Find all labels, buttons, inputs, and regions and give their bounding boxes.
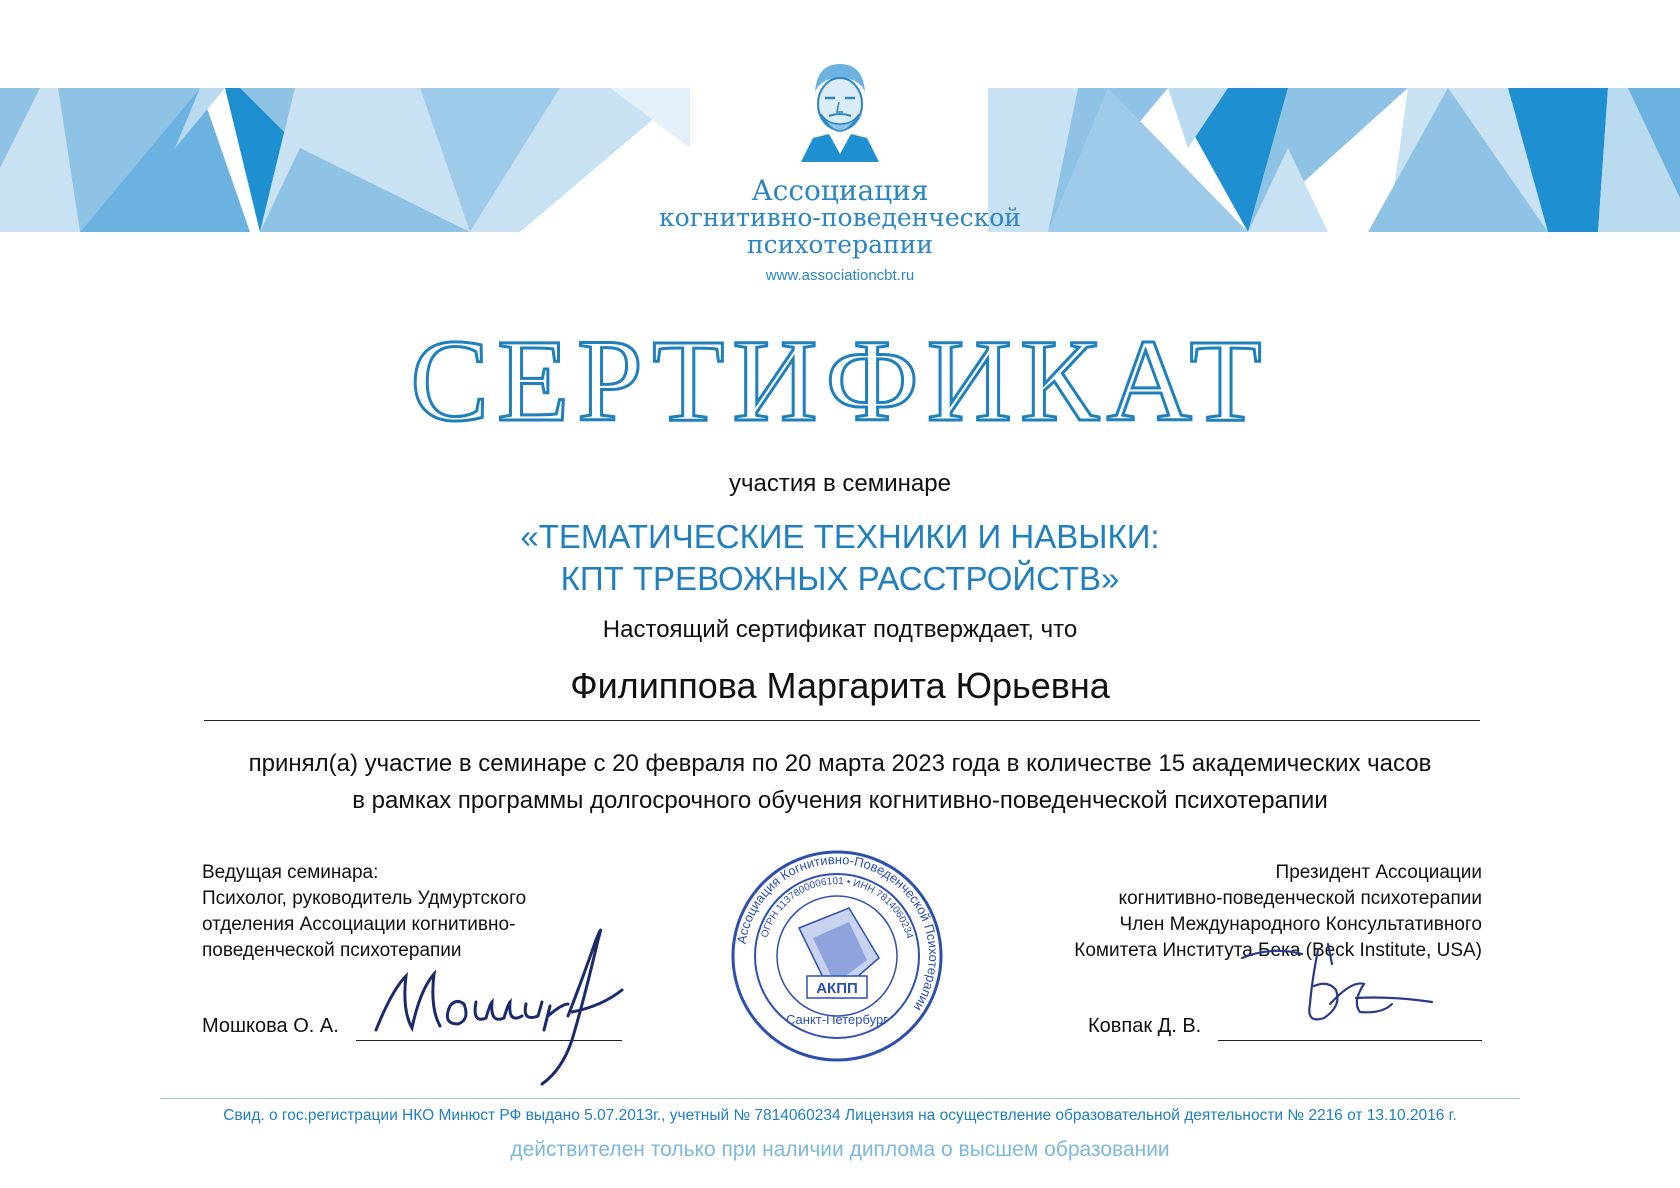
left-signatory-line2: Психолог, руководитель Удмуртского [202,888,527,909]
right-signature-line [1218,1040,1482,1041]
participation-text-line1: принял(а) участие в семинаре с 20 февраля по 20 марта 2023 года в количестве 15 академических часов [248,750,1432,777]
association-logo-portrait [795,58,885,164]
certificate-subtitle: участия в семинаре [729,470,951,497]
stamp-outer-text: Ассоциация Когнитивно-Поведенческой Психотерапии [733,851,942,1014]
organization-name-line1: Ассоциация [751,174,929,207]
right-handwritten-signature [1232,940,1462,1035]
stamp-abbreviation: АКПП [816,980,858,997]
seminar-title-line1: «ТЕМАТИЧЕСКИЕ ТЕХНИКИ И НАВЫКИ: [520,518,1160,555]
validity-note: действителен только при наличии диплома о высшем образовании [510,1138,1170,1161]
right-signatory-line2: когнитивно-поведенческой психотерапии [1118,888,1482,909]
organization-name-line3: психотерапии [747,230,933,259]
participation-text-line2: в рамках программы долгосрочного обучения когнитивно-поведенческой психотерапии [352,787,1328,814]
organization-website: www.associationcbt.ru [765,267,915,284]
right-signatory-line3: Член Международного Консультативного [1119,914,1482,935]
organization-seal-stamp [729,848,945,1064]
confirmation-text: Настоящий сертификат подтверждает, что [602,616,1078,643]
left-signatory-name: Мошкова О. А. [202,1015,339,1037]
stamp-inner-text: ОГРН 1137800006101 • ИНН 7814060234 [759,875,915,940]
footer-divider [160,1098,1520,1099]
left-signatory-line3: отделения Ассоциации когнитивно- [202,914,516,935]
stamp-city: Санкт-Петербург [786,1012,888,1027]
seminar-title-line2: КПТ ТРЕВОЖНЫХ РАССТРОЙСТВ» [560,560,1120,597]
right-signatory-name: Ковпак Д. В. [1088,1015,1202,1037]
left-handwritten-signature [372,920,672,1090]
left-signatory-line1: Ведущая семинара: [202,862,379,883]
recipient-name: Филиппова Маргарита Юрьевна [570,665,1110,706]
right-signatory-line1: Президент Ассоциации [1275,862,1482,883]
certificate-title: СЕРТИФИКАТ [410,315,1270,446]
organization-name-line2: когнитивно-поведенческой [659,203,1021,232]
recipient-underline [204,720,1480,721]
registration-info: Свид. о гос.регистрации НКО Минюст РФ выдано 5.07.2013г., учетный № 7814060234 Лицензия на осуществление образовательной деятельности № 2216 от 13.10.2016 г. [223,1107,1457,1124]
right-signatory-line4: Комитета Института Бека (Beck Institute, USA) [1074,940,1482,961]
left-signatory-line4: поведенческой психотерапии [202,940,462,961]
